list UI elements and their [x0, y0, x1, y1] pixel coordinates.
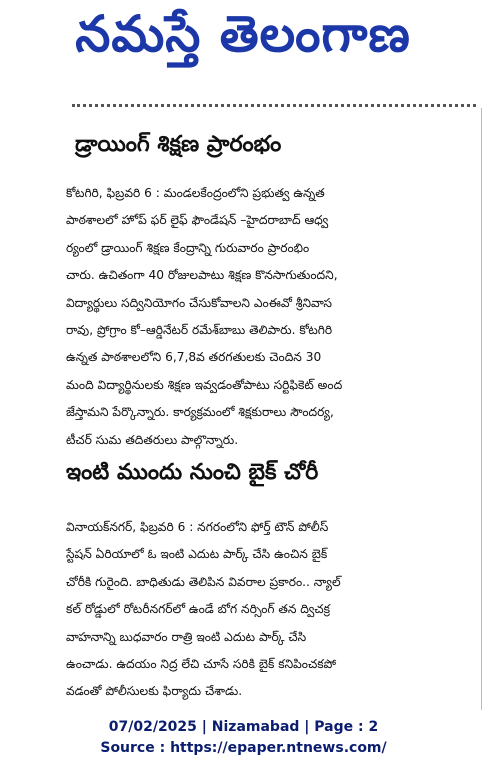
article-2-line: కల్ రోడ్డులో రోటరీనగర్‌లో ఉండే బోగ నర్సింగ్ తన ద్విచక్ర — [66, 602, 331, 617]
article-2-line: వినాయక్‌నగర్, ఫిబ్రవరి 6 : నగరంలోని ఫోర్త్ టౌన్ పోలీస్ — [66, 520, 329, 534]
header-divider — [72, 104, 476, 107]
article-1-line: మంది విద్యార్థినులకు శిక్షణ ఇవ్వడంతోపాటు సర్టిఫికెట్ అంద — [66, 377, 343, 392]
article-2-line: వాహనాన్ని బుధవారం రాత్రి ఇంటి ఎదుట పార్క్ చేసి — [66, 629, 307, 644]
footer-edition-info — [0, 719, 487, 735]
article-2-line: చోరీకి గురైంది. బాధితుడు తెలిపిన వివరాల ప్రకారం.. న్యాల్ — [66, 574, 341, 589]
footer-separator: | — [201, 719, 207, 735]
article-1-line: రావు, ప్రోగ్రాం కో–ఆర్డినేటర్ రమేశ్‌బాబు తెలిపారు. కోటగిరి — [66, 322, 333, 337]
article-1-line: ఉన్నత పాఠశాలలోని 6,7,8వ తరగతులకు చెందిన 30 — [66, 350, 322, 365]
article-1-line: పాఠశాలలో హోప్ ఫర్ లైఫ్ ఫౌండేషన్ –హైదరాబాద్ ఆధ్వ — [66, 213, 329, 228]
footer-edition: Nizamabad — [211, 719, 300, 735]
footer-date: 07/02/2025 — [108, 719, 197, 735]
article-2-headline: ఇంటి ముందు నుంచి బైక్ చోరీ — [66, 460, 319, 485]
masthead-title: నమస్తే తెలంగాణ — [75, 5, 411, 63]
article-2-line: స్టేషన్ ఏరియాలో ఓ ఇంటి ఎదుట పార్క్ చేసి ఉంచిన బైక్ — [66, 547, 328, 562]
article-1-body — [66, 180, 476, 454]
article-1-line: కోటగిరి, ఫిబ్రవరి 6 : మండలకేంద్రంలోని ప్రభుత్వ ఉన్నత — [66, 186, 325, 200]
masthead — [40, 2, 446, 66]
article-1-headline: డ్రాయింగ్ శిక్షణ ప్రారంభం — [75, 132, 282, 157]
article-1-line: టీచర్ సుమ తదితరులు పాల్గొన్నారు. — [66, 432, 239, 447]
article-1-line: జేస్తామని పేర్కొన్నారు. కార్యక్రమంలో శిక్షకురాలు సౌందర్య, — [66, 405, 334, 420]
article-2-line: ఉంచాడు. ఉదయం నిద్ర లేచి చూసే సరికి బైక్ కనిపించకపో — [66, 656, 337, 671]
article-1-line: చారు. ఉచితంగా 40 రోజులపాటు శిక్షణ కొనసాగుతుందని, — [66, 268, 338, 283]
footer-source: Source : https://epaper.ntnews.com/ — [100, 740, 387, 756]
footer-separator: | — [304, 719, 310, 735]
article-2-body — [66, 514, 476, 706]
article-1-line: విద్యార్థులు సద్వినియోగం చేసుకోవాలని ఎంఈవో శ్రీనివాస — [66, 295, 332, 310]
article-2-line: వడంతో పోలీసులకు ఫిర్యాదు చేశాడు. — [66, 684, 243, 699]
article-1-line: ర్యంలో డ్రాయింగ్ శిక్షణ కేంద్రాన్ని గురువారం ప్రారంభిం — [66, 240, 310, 255]
footer-page: Page : 2 — [314, 719, 379, 735]
